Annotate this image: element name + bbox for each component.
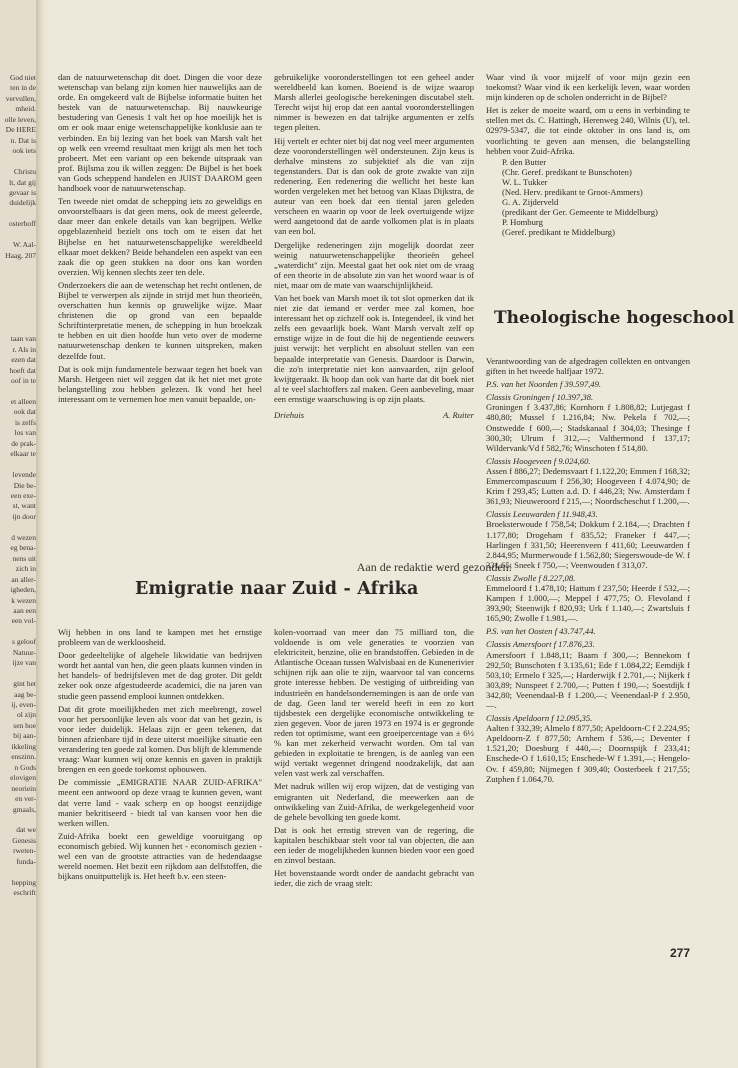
heading-line-1: Theologische bbox=[494, 308, 621, 328]
margin-fragment: de prak- bbox=[11, 438, 36, 448]
margin-fragment: igheden, bbox=[10, 585, 36, 595]
body-paragraph: gebruikelijke vooronderstellingen tot een geheel ander wereldbeeld kan komen. Boeiend is de wijze waarop Marsh allerlei geologische berekeningen discutabel stelt. Terecht wijst hij erop dat een aantal vooronderstellingen nimmer is bewezen en dat talrijke argumenten er zelfs tegen pleiten. bbox=[274, 72, 474, 133]
committee-line: (Ned. Herv. predikant te Groot-Ammers) bbox=[502, 187, 643, 198]
margin-fragment: gint het bbox=[13, 679, 36, 689]
margin-fragment: W. Aal- bbox=[12, 240, 36, 250]
article-paragraph: Met nadruk willen wij erop wijzen, dat de vestiging van emigranten uit Nederland, die meewerken aan de ontwikkeling van Zuid-Afrika, de werkgelegenheid voor de gehele bevolking ten goede komt. bbox=[274, 781, 474, 822]
body-paragraph: Van het boek van Marsh moet ik tot slot opmerken dat ik niet zie dat iemand er verder mee zal komen, hoe interessant het op zichzelf ook is. Integendeel, ik vind het zelfs een gevaarlijk boek. Want Marsh vervalt zelf op ernstige wijze in de fout die hij de negentiende eeuwers juist verwijt: het verplicht en absoluut stellen van een bepaalde interpretatie van Genesis. Daardoor is Darwin, die zo'n interpretatie niet kon aanvaarden, zijn geloof kwijtgeraakt. Ik hoop dan ook van harte dat dit boek niet al te veel slachtoffers zal maken. Geen aanbeveling, maar een ernstige waarschuwing is op zijn plaats. bbox=[274, 292, 474, 404]
article-paragraph: kolen-voorraad van meer dan 75 milliard ton, die voldoende is om vele generaties te voorzien van elektriciteit, benzine, olie en brandstoffen. Gebieden in de Atlantische Oceaan tussen Walvisbaai en de Kunenerivier schijnen rijk aan olie te zijn, waarvoor tal van concerns grote interesse hebben. De vestiging of uitbreiding van industrieën en handelsondernemingen is aan de orde van de dag. Geen land ter wereld heeft in een zo kort tijdsbestek een dergelijke economische ontwikkeling te zien gegeven. Voor de jaren 1973 en 1974 is er gegronde reden tot optimisme, want een groeipercentage van ± 6½ % kan met zekerheid verwacht worden. Om tal van gebieden in exploitatie te brengen, is de aanleg van een wijd vertakt wegennet dringend noodzakelijk, dat aan velen vast werk zal verschaffen. bbox=[274, 627, 474, 779]
margin-fragment: dat we bbox=[16, 825, 36, 835]
margin-fragment: lt, dat gij bbox=[9, 177, 36, 187]
margin-fragment: an aller- bbox=[11, 574, 36, 584]
margin-fragment: d wezen bbox=[11, 532, 36, 542]
margin-fragment: zich in bbox=[15, 564, 36, 574]
classis-heading: Classis Groningen f 10.397,38. bbox=[486, 392, 594, 403]
margin-fragment: oof in te bbox=[11, 376, 36, 386]
margin-fragment: n. Dat is bbox=[10, 135, 36, 145]
body-paragraph: Onderzoekers die aan de wetenschap het recht ontlenen, de Bijbel te verwerpen als zijnde in strijd met hun theorieën, overschatten hun kennis op gruwelijke wijze. Maar christenen die op grond van een bepaalde Schriftinterpretatie menen, de schepping in hun broekzak te hebben en uit dien hoofde hun veto over de moderne natuurwetenschap denken te kunnen uitspreken, maken dezelfde fout. bbox=[58, 279, 262, 361]
margin-fragment: ijze van bbox=[12, 658, 36, 668]
committee-line: (Geref. predikant te Middelburg) bbox=[502, 227, 615, 238]
margin-fragment: ook dat bbox=[13, 407, 36, 417]
margin-fragment: rweten- bbox=[13, 846, 36, 856]
margin-fragment: ezen dat bbox=[11, 355, 36, 365]
margin-fragment: God niet bbox=[9, 73, 36, 82]
margin-fragment: vervullen, bbox=[5, 93, 36, 103]
committee-line: (Chr. Geref. predikant te Bunschoten) bbox=[502, 166, 632, 177]
body-paragraph: Ten tweede niet omdat de schepping iets zo geweldigs en onvoorstelbaars is dat geen mens, ook de meest geleerde, daar meer dan enkele details van kan begrijpen. Welke opgeblazenheid bezielt ons toch om te eisen dat het Bijbelse en het natuurwetenschappelijke wereldbeeld elkaar moet dekken? Beide behandelen een aspekt van een zaak die op geen stukken na door ons kan worden overzien. Wij kennen slechts zeer ten dele. bbox=[58, 196, 262, 277]
committee-line: P. den Butter bbox=[502, 156, 547, 167]
committee-list bbox=[486, 157, 690, 238]
article-paragraph: Dat is ook het ernstig streven van de regering, die kapitalen beschikbaar stelt voor tal van objecten, die aan een ieder de mogelijkheden kunnen bieden voor een goed en zinvol bestaan. bbox=[274, 824, 474, 866]
margin-fragment: ook iets bbox=[12, 146, 36, 156]
margin-fragment: olle leven, bbox=[4, 114, 36, 124]
classis-amounts: Broeksterwoude f 758,54; Dokkum f 2.184,—; Drachten f 1.177,80; Drogeham f 835,52; Franeker f 447,—; Harlingen f 331,50; Heerenveen f 411,60; Leeuwarden f 2.844,95; Murmerwoude f 1.562,80; Siegerswoude-de W. f 331,65; Sneek f 750,—; Veenwouden f 313,07. bbox=[486, 519, 690, 570]
margin-fragment: los van bbox=[14, 428, 36, 438]
margin-fragment: ij, even- bbox=[11, 700, 36, 709]
committee-line: G. A. Zijderveld bbox=[502, 197, 559, 208]
margin-fragment: ikkeling bbox=[11, 741, 36, 751]
article-title: Emigratie naar Zuid - Afrika bbox=[135, 579, 419, 599]
article-paragraph: Dat dit grote moeilijkheden met zich meebrengt, zowel voor het persoonlijke leven als voor dat van het gezin, is voor ieder duidelijk. Helaas zijn er geen tekenen, dat binnen afzienbare tijd in deze uiterst moeilijke situatie een verandering ten goede zal komen. Dus blijft de klemmende vraag: Waar kunnen wij onze kennis en gaven in praktijk brengen en een goede toekomst opbouwen. bbox=[58, 703, 262, 775]
heading-line-2: hogeschool bbox=[626, 308, 735, 328]
page-number: 277 bbox=[670, 946, 691, 960]
margin-fragment: elovigen bbox=[10, 773, 36, 783]
column-3-top bbox=[486, 72, 690, 238]
classis-heading: P.S. van het Noorden f 39.597,49. bbox=[486, 379, 602, 390]
margin-fragment: r. Als in bbox=[12, 344, 36, 354]
margin-fragment: st, want bbox=[12, 501, 36, 511]
margin-fragment: aan een bbox=[13, 605, 36, 615]
margin-fragment: gevaar is bbox=[9, 187, 36, 197]
margin-fragment: een vol- bbox=[11, 616, 36, 626]
margin-fragment: eg bena- bbox=[10, 543, 36, 553]
margin-fragment: een exe- bbox=[10, 491, 36, 500]
previous-page-edge bbox=[0, 0, 40, 1068]
margin-fragment: k wezen bbox=[11, 595, 36, 605]
margin-fragment: nens uit bbox=[12, 553, 36, 563]
column-1-top bbox=[58, 72, 262, 407]
page-spine bbox=[36, 0, 46, 1068]
margin-fragment: De HERE bbox=[5, 125, 36, 135]
article-paragraph: De commissie „EMIGRATIE NAAR ZUID-AFRIKA" meent een antwoord op deze vraag te kunnen geven, want dat verre land - vaak scherp en op hoogst eenzijdige manier bekritiseerd - biedt tal van kansen voor hen die werken willen. bbox=[58, 777, 262, 828]
margin-fragment: Haag, 207 bbox=[5, 250, 36, 260]
margin-fragment: s geloof bbox=[12, 637, 36, 647]
margin-fragment: funda- bbox=[16, 856, 36, 866]
theological-school-heading bbox=[494, 307, 734, 329]
margin-fragment: gmaals, bbox=[12, 804, 36, 814]
margin-fragment: en ver- bbox=[15, 794, 36, 804]
classis-amounts: Assen f 886,27; Dedemsvaart f 1.122,20; Emmen f 168,32; Emmercompascuum f 256,30; Hoogeveen f 4.074,90; de Krim f 293,45; Lutten a.d. D. f 446,23; Nw. Amsterdam f 361,93; Nieuweroord f 215,—; Noordscheschut f 1.200,—. bbox=[486, 465, 690, 507]
classis-heading: P.S. van het Oosten f 43.747,44. bbox=[486, 626, 596, 637]
margin-fragment: elkaar te bbox=[10, 449, 36, 459]
emigration-column-1 bbox=[58, 627, 262, 884]
margin-fragment: n Gods bbox=[14, 762, 36, 772]
margin-fragment: bij aan- bbox=[13, 731, 36, 741]
margin-fragment: duidelijk bbox=[9, 198, 36, 208]
margin-fragment: Natuur- bbox=[12, 647, 36, 657]
committee-line: P. Homburg bbox=[502, 217, 543, 228]
classis-heading: Classis Hoogeveen f 9.024,60. bbox=[486, 455, 591, 466]
body-paragraph: Dat is ook mijn fundamentele bezwaar tegen het boek van Marsh. Hetgeen niet wil zeggen dat ik het niet met grote belangstelling zou hebben gelezen. Ik vond het heel interessant om te vernemen hoe men vanuit bepaalde, on- bbox=[58, 363, 262, 404]
classis-amounts: Amersfoort f 1.848,11; Baarn f 300,—; Bennekom f 292,50; Bunschoten f 3.135,61; Ede f 1.084,22; Eemdijk f 503,10; Ermelo f 325,—; Harderwijk f 2.701,—; Nijkerk f 303,89; Nunspeet f 2.700,—; Putten f 190,—; Soestdijk f 342,80; Veenendaal-B f 1.200,—; Veenendaal-P f 2.950,—. bbox=[486, 649, 690, 710]
margin-fragment: taan van bbox=[10, 334, 36, 344]
margin-fragment: Die be- bbox=[13, 480, 36, 490]
classis-heading: Classis Zwolle f 8.227,08. bbox=[486, 572, 576, 583]
article-paragraph: Het bovenstaande wordt onder de aandacht gebracht van ieder, die zich de vraag stelt: bbox=[274, 868, 474, 889]
body-paragraph: Hij vertelt er echter niet bij dat nog veel meer argumenten deze vooronderstellingen wèl ondersteunen. Zijn keus is derhalve minstens zo subjektief als die van zijn tegenstanders. Dat is dan ook de grote zwakte van zijn redenering. Een redenering die wellicht het beste kan worden vergeleken met het betoog van Klaas Dijkstra, de auteur van een boek dat een tiental jaren geleden verscheen en waarin op voor de leek overtuigende wijze werd aangetoond dat de aarde volkomen plat is in plaats van een bol. bbox=[274, 135, 474, 237]
margin-fragment: eschrift bbox=[13, 888, 36, 898]
margin-fragment: enszinn. bbox=[11, 752, 36, 762]
classis-amounts: Emmeloord f 1.478,10; Hattum f 237,50; Heerde f 532,—; Kampen f 1.000,—; Meppel f 477,75; O. Flevoland f 393,90; Steenwijk f 820,93; Urk f 1.140,—; Zwartsluis f 165,90; Zwolle f 1.981,—. bbox=[486, 582, 690, 624]
classis-heading: Classis Amersfoort f 17.876,23. bbox=[486, 639, 595, 650]
column-2-top bbox=[274, 72, 474, 420]
margin-fragment: sen hoe bbox=[13, 720, 36, 730]
margin-fragment: mheid. bbox=[15, 104, 36, 114]
margin-fragment: osterhoff bbox=[9, 219, 36, 229]
margin-fragment: ten in de bbox=[10, 83, 36, 93]
margin-fragment: ijn door bbox=[12, 511, 36, 521]
article-paragraph: Door gedeeltelijke of algehele likwidatie van bedrijven wordt het aantal van hen, die geen plaats kunnen vinden in het handels- of bedrijfsleven met de dag groter. Dit geldt zeker ook onze afgestudeerde academici, die na jaren van studie geen passend emplooi kunnen ontdekken. bbox=[58, 650, 262, 701]
committee-line: (predikant der Ger. Gemeente te Middelburg) bbox=[502, 207, 658, 218]
accounts-intro: Verantwoording van de afgedragen collekten en ontvangen giften in het tweede halfjaar 1972. bbox=[486, 356, 690, 377]
margin-fragment: hoeft dat bbox=[9, 365, 36, 375]
collection-accounts bbox=[486, 356, 690, 787]
margin-fragment: neoriein bbox=[11, 783, 36, 793]
classis-heading: Classis Apeldoorn f 12.095,35. bbox=[486, 713, 593, 724]
signature-place: Driehuis bbox=[274, 410, 305, 420]
contact-paragraph: Het is zeker de moeite waard, om u eens in verbinding te stellen met ds. C. Hattingh, Herenweg 240, Wilnis (U), tel. 02979-5347, die tot einde oktober in ons land is, om voorlichting te geven aan mensen, die belangstelling hebben voor Zuid-Afrika. bbox=[486, 105, 690, 156]
body-paragraph: dan de natuurwetenschap dit doet. Dingen die voor deze wetenschap van belang zijn komen hier nauwelijks aan de orde. En omgekeerd valt de Bijbelse informatie buiten het bestek van de natuurwetenschap. Bij nauwkeurige bestudering van Genesis 1 valt het op hoe moeilijk het is om er ook maar enige wetenschappelijke konklusie aan te verbinden. En bij lezing van het boek van Marsh valt het op welk een vreemd resultaat men krijgt als men het toch probeert. Met een variant op een bekende uitspraak van prof. Bijlsma zou ik willen zeggen: De Bijbel is het boek van Gods scheppend handelen en JUIST DAAROM geen handboek voor de natuurwetenschap. bbox=[58, 72, 262, 194]
margin-fragment: is zelfs bbox=[14, 417, 36, 427]
committee-line: W. L. Tukker bbox=[502, 176, 548, 187]
sent-to-editor-heading: Aan de redaktie werd gezonden: bbox=[356, 560, 512, 574]
emigration-column-2 bbox=[274, 627, 474, 891]
margin-fragment: Christu bbox=[13, 167, 36, 177]
body-paragraph: Dergelijke redeneringen zijn mogelijk doordat zeer weinig natuurwetenschappelijke theorieën geheel „waterdicht" zijn. Meestal gaat het ook niet om de vraag of een theorie in de absolute zin van het woord waar is of niet, maar om de mate van waarschijnlijkheid. bbox=[274, 239, 474, 290]
intro-paragraph: Waar vind ik voor mijzelf of voor mijn gezin een toekomst? Waar vind ik een kerkelijk leven, waar worden mijn kinderen op de scholen onderricht in de Bijbel? bbox=[486, 72, 690, 103]
article-paragraph: Zuid-Afrika boekt een geweldige vooruitgang op economisch gebied. Wij kunnen het - economisch gezien - wel een van de grootste attracties van de hedendaagse wereld noemen. Het bezit een rijkdom aan delfstoffen, die bijkans onuitputtelijk is. Het heeft b.v. een steen- bbox=[58, 830, 262, 882]
classis-amounts: Groningen f 3.437,86; Kornhorn f 1.808,82; Lutjegast f 480,80; Mussel f 1.216,84; Nw. Pekela f 702,—; Onstwedde f 600,—; Stadskanaal f 304,03; Thesinge f 300,30; Ulrum f 312,—; Valthermond f 137,17; Wildervank/Vd f 582,76; Winschoten f 514,80. bbox=[486, 402, 690, 453]
margin-fragment: Genesis bbox=[12, 835, 36, 845]
margin-fragment: ol zijn bbox=[17, 710, 36, 720]
margin-fragment: levende bbox=[12, 470, 36, 480]
article-paragraph: Wij hebben in ons land te kampen met het ernstige probleem van de werkloosheid. bbox=[58, 627, 262, 648]
classis-amounts: Aalten f 332,39; Almelo f 877,50; Apeldoorn-C f 2.224,95; Apeldoorn-Z f 877,50; Arnhem f 536,—; Deventer f 1.521,20; Doesburg f 440,—; Doornspijk f 233,41; Enschede-O f 1.610,15; Enschede-W f 1.391,—; Hengelo-Ov. f 459,80; Nijmegen f 309,40; Oosterbeek f 217,55; Zutphen f 1.064,70. bbox=[486, 723, 690, 784]
margin-fragment: et alleen bbox=[10, 396, 36, 406]
margin-fragment: hepping bbox=[11, 877, 36, 887]
signature bbox=[274, 410, 474, 420]
signature-author: A. Ruiter bbox=[442, 410, 474, 420]
classis-heading: Classis Leeuwarden f 11.948,43. bbox=[486, 509, 598, 520]
margin-fragment: aag be- bbox=[14, 689, 36, 699]
